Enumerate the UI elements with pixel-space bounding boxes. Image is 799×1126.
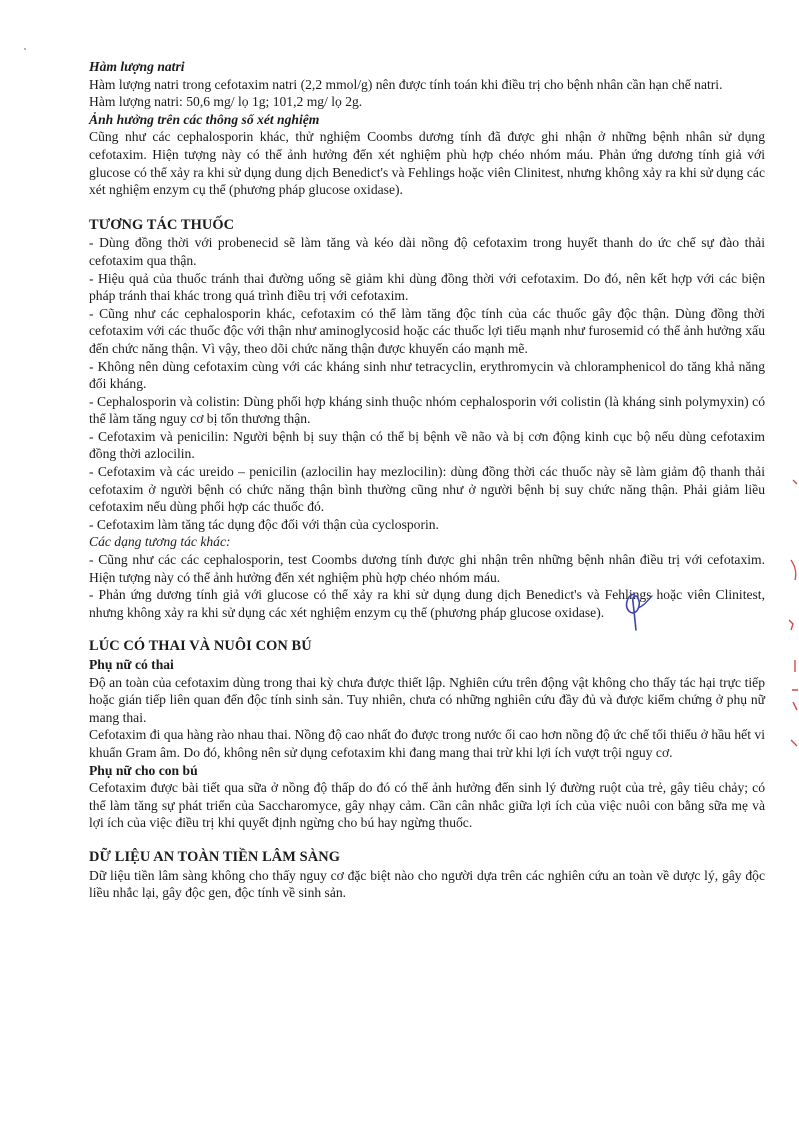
- preclinical-heading: DỮ LIỆU AN TOÀN TIỀN LÂM SÀNG: [89, 848, 341, 865]
- lactation-title: Phụ nữ cho con bú: [89, 762, 198, 778]
- interaction-item: - Cefotaxim và penicilin: Người bệnh bị suy thận có thể bị bệnh về não và bị cơn động kinh cục bộ nếu dùng cefotaxim đồng thời azlocilin.: [89, 428, 765, 462]
- interaction-item: - Cũng như các cephalosporin khác, cefotaxim có thể làm tăng độc tính của các thuốc gây độc thận. Dùng đồng thời cefotaxim với các thuốc độc với thận như aminoglycosid hoặc các thuốc lợi tiểu mạnh như furosemid có thể ảnh hưởng xấu đến chức năng thận. Vì vậy, theo dõi chức năng thận được khuyến cáo mạnh mẽ.: [89, 305, 765, 356]
- preclinical-paragraph: Dữ liệu tiền lâm sàng không cho thấy nguy cơ đặc biệt nào cho người dựa trên các nghiên cứu an toàn về dược lý, gây độc liều nhắc lại, gây độc gen, độc tính về sinh sản.: [89, 867, 765, 901]
- interaction-item: - Hiệu quả của thuốc tránh thai đường uống sẽ giảm khi dùng đồng thời với cefotaxim. Do đó, nên kết hợp với các biện pháp tránh thai khác trong quá trình điều trị với cefotaxim.: [89, 270, 765, 304]
- handwritten-initial-signature: [614, 590, 662, 632]
- interaction-item: - Không nên dùng cefotaxim cùng với các kháng sinh như tetracyclin, erythromycin và chloramphenicol do tăng khả năng đối kháng.: [89, 358, 765, 392]
- lab-effects-paragraph: Cũng như các cephalosporin khác, thử nghiệm Coombs dương tính đã được ghi nhận ở những bệnh nhân sử dụng cefotaxim. Hiện tượng này có thể ảnh hưởng đến xét nghiệm phù hợp chéo nhóm máu. Phản ứng dương tính giả với glucose có thể xảy ra khi sử dụng dung dịch Benedict's và Fehlings hoặc viên Clinitest, nhưng không xảy ra khi sử dụng các xét nghiệm enzym cụ thể (phương pháp glucose oxidase).: [89, 129, 765, 198]
- other-interaction-item: - Cũng như các các cephalosporin, test Coombs dương tính được ghi nhận trên những bệnh nhân điều trị với cefotaxim. Hiện tượng này có thể ảnh hưởng đến xét nghiệm phù hợp chéo nhóm máu.: [89, 552, 765, 585]
- red-stamp-edge-fragment: [779, 440, 799, 760]
- lactation-paragraph: Cefotaxim được bài tiết qua sữa ở nồng độ thấp do đó có thể ảnh hưởng đến sinh lý đường ruột của trẻ, gây tiêu chảy; có thể làm tăng sự phát triển của Saccharomyce, gây nhạy cảm. Cần cân nhắc giữa lợi ích của việc nuôi con bằng sữa mẹ và lợi ích của việc điều trị khi quyết định ngừng cho bú hay ngừng thuốc.: [89, 780, 765, 831]
- sodium-title: Hàm lượng natri: [89, 59, 185, 74]
- scan-speck: [24, 48, 26, 50]
- interaction-item: - Cefotaxim và các ureido – penicilin (azlocilin hay mezlocilin): dùng đồng thời các thuốc này sẽ làm giảm độ thanh thải cefotaxim ở người bệnh có chức năng thận bình thường cũng như ở người bệnh bị suy chức năng thận. Phải giảm liều cefotaxim nếu dùng phối hợp các thuốc đó.: [89, 464, 765, 515]
- other-interaction-item: - Phản ứng dương tính giả với glucose có thể xảy ra khi sử dụng dung dịch Benedict's và Fehlings hoặc viên Clinitest, nhưng không xảy ra khi sử dụng các xét nghiệm enzym cụ thể (phương pháp glucose oxidase).: [89, 587, 765, 620]
- sodium-paragraph-2: Hàm lượng natri: 50,6 mg/ lọ 1g; 101,2 mg/ lọ 2g.: [89, 94, 363, 110]
- pregnancy-paragraph-1: Độ an toàn của cefotaxim dùng trong thai kỳ chưa được thiết lập. Nghiên cứu trên động vật không cho thấy tác hại trực tiếp hoặc gián tiếp liên quan đến độc tính sinh sản. Tuy nhiên, chưa có những nghiên cứu đầy đủ và được kiểm chứng ở phụ nữ mang thai.: [89, 674, 765, 725]
- other-interactions-title: Các dạng tương tác khác:: [89, 534, 231, 550]
- document-page: [89, 58, 765, 902]
- sodium-paragraph-1: Hàm lượng natri trong cefotaxim natri (2,2 mmol/g) nên được tính toán khi điều trị cho bệnh nhân cần hạn chế natri.: [89, 76, 723, 92]
- interaction-item: - Cefotaxim làm tăng tác dụng độc đối với thận của cyclosporin.: [89, 516, 439, 532]
- interactions-heading: TƯƠNG TÁC THUỐC: [89, 216, 235, 233]
- lab-effects-title: Ảnh hưởng trên các thông số xét nghiệm: [89, 111, 320, 127]
- interaction-item: - Cephalosporin và colistin: Dùng phối hợp kháng sinh thuộc nhóm cephalosporin với colistin (là kháng sinh polymyxin) có thể làm tăng nguy cơ bị tổn thương thận.: [89, 393, 765, 427]
- pregnancy-paragraph-2: Cefotaxim đi qua hàng rào nhau thai. Nồng độ cao nhất đo được trong nước ối cao hơn nồng độ ức chế tối thiểu ở hầu hết vi khuẩn Gram âm. Do đó, không nên sử dụng cefotaxim khi đang mang thai trừ khi lợi ích vượt trội nguy cơ.: [89, 727, 765, 760]
- pregnant-women-title: Phụ nữ có thai: [89, 657, 174, 672]
- interaction-item: - Dùng đồng thời với probenecid sẽ làm tăng và kéo dài nồng độ cefotaxim trong huyết thanh do ức chế sự đào thải cefotaxim qua thận.: [89, 235, 765, 268]
- pregnancy-heading: LÚC CÓ THAI VÀ NUÔI CON BÚ: [89, 638, 312, 655]
